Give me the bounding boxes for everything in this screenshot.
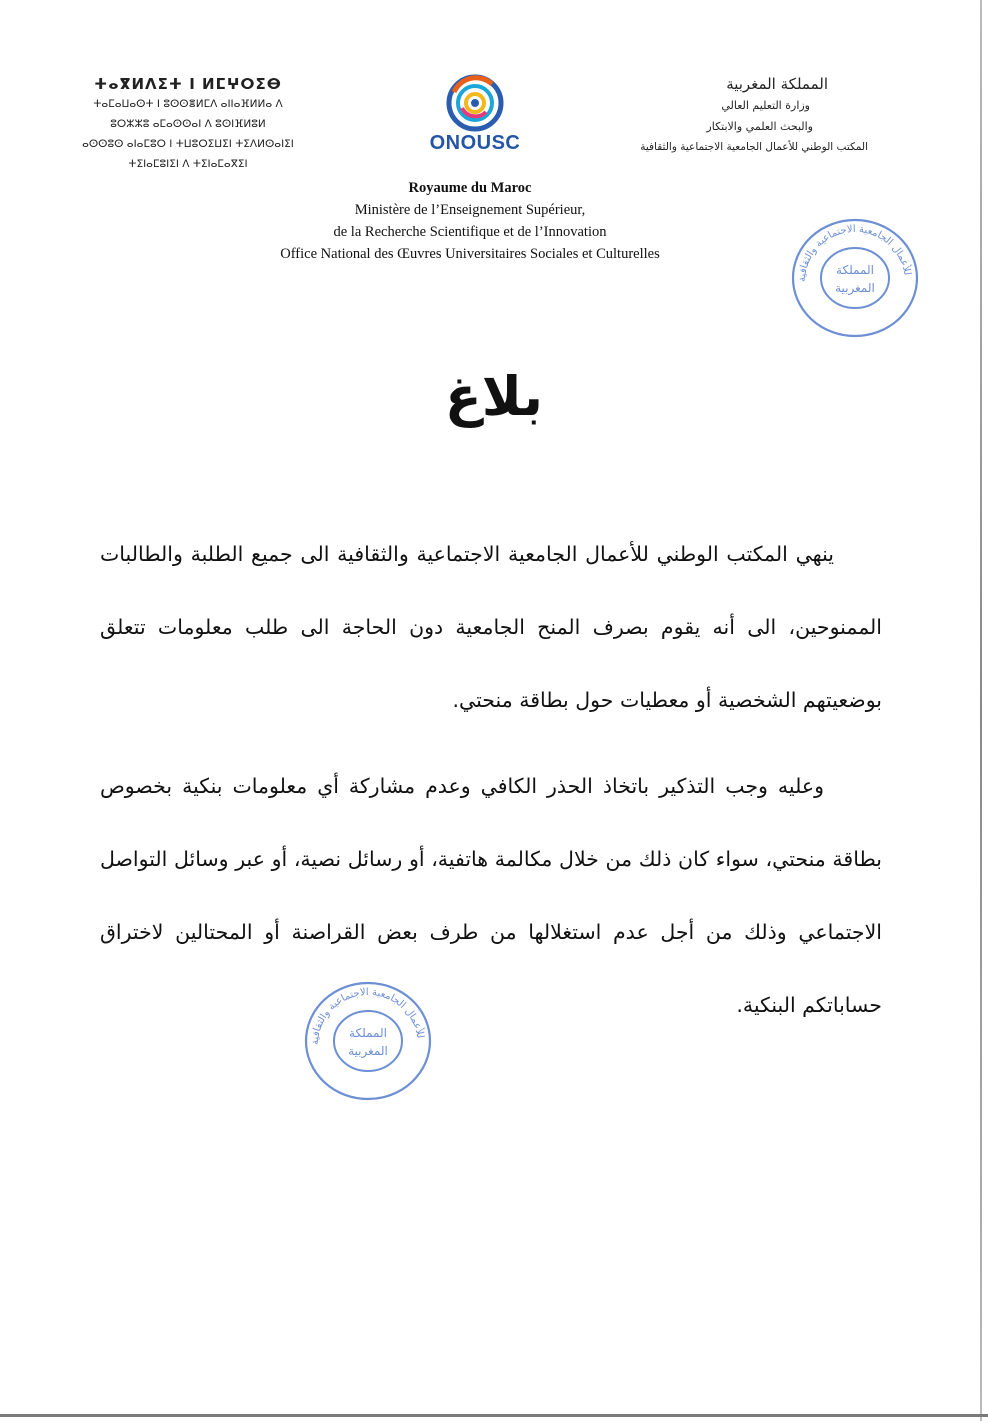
stamp-bottom-inner-line1: المملكة (349, 1026, 387, 1040)
french-ministry-cont: de la Recherche Scientifique et de l’Innovation (333, 224, 607, 240)
arabic-header (578, 74, 868, 158)
arabic-ministry-line1: وزارة التعليم العالي (721, 99, 810, 112)
page-edge-bottom (0, 1414, 988, 1417)
stamp-inner-line1: المملكة (836, 263, 874, 277)
paragraph-1: ينهي المكتب الوطني للأعمال الجامعية الاجتماعية والثقافية الى جميع الطلبة والطالبات الممنوحين، الى أنه يقوم بصرف المنح الجامعية دون الحاجة الى طلب معلومات تتعلق بوضعيتهم الشخصية أو معطيات حول بطاقة منحتي. (100, 542, 882, 712)
arabic-kingdom: المملكة المغربية (726, 75, 828, 93)
stamp-icon (785, 212, 925, 342)
french-office: Office National des Œuvres Universitaires Sociales et Culturelles (280, 246, 660, 262)
paragraph-2: وعليه وجب التذكير باتخاذ الحذر الكافي وعدم مشاركة أي معلومات بنكية بخصوص بطاقة منحتي، سواء كان ذلك من خلال مكالمة هاتفية، أو رسائل نصية، أو عبر وسائل التواصل الاجتماعي وذلك من أجل عدم استغلالها من طرف بعض القراصنة أو المحتالين لاختراق حساباتكم البنكية. (100, 774, 882, 1017)
tifinagh-line: ⵜⵉⵏⴰⵎⵓⵏⵉⵏ ⴷ ⵜⵉⵏⴰⵎⴰⴳⵉⵏ (128, 158, 248, 170)
page-edge-right (980, 0, 982, 1421)
stamp-bottom-inner-line2: المغربية (348, 1044, 388, 1058)
stamp-bottom-outer-text: للأعمال الجامعية الاجتماعية والثقافية (309, 986, 426, 1046)
official-stamp (785, 212, 925, 342)
tifinagh-title: ⵜⴰⴳⵍⴷⵉⵜ ⵏ ⵍⵎⵖⵔⵉⴱ (94, 75, 282, 93)
french-kingdom: Royaume du Maroc (408, 180, 532, 196)
onousc-logo-icon (440, 72, 510, 134)
logo-text: ONOUSC (429, 132, 521, 154)
tifinagh-line: ⴰⵙⵙⵓⵙ ⴰⵏⴰⵎⵓⵔ ⵏ ⵜⵡⵓⵔⵉⵡⵉⵏ ⵜⵉⴷⵍⵙⴰⵏⵉⵏ (82, 138, 294, 150)
official-stamp-bottom (298, 975, 438, 1105)
tifinagh-header (78, 74, 298, 174)
stamp-bottom-icon (298, 975, 438, 1105)
stamp-outer-text: للأعمال الجامعية الاجتماعية والثقافية (796, 223, 913, 283)
onousc-logo (420, 72, 530, 162)
tifinagh-line: ⵓⵔⵣⵣⵓ ⴰⵎⴰⵙⵙⴰⵏ ⴷ ⵓⵙⵏⴼⵍⵓⵍ (110, 118, 266, 130)
stamp-inner-line2: المغربية (835, 281, 875, 295)
arabic-ministry-line2: والبحث العلمي والابتكار (706, 120, 813, 133)
arabic-office: المكتب الوطني للأعمال الجامعية الاجتماعية والثقافية (640, 141, 868, 153)
french-header (230, 177, 710, 265)
document-title: بلاغ (444, 365, 544, 428)
tifinagh-line: ⵜⴰⵎⴰⵡⴰⵙⵜ ⵏ ⵓⵙⵙⴻⵍⵎⴷ ⴰⵏⵏⴰⴼⵍⵍⴰ ⴷ (93, 98, 283, 110)
french-ministry: Ministère de l’Enseignement Supérieur, (354, 202, 586, 218)
